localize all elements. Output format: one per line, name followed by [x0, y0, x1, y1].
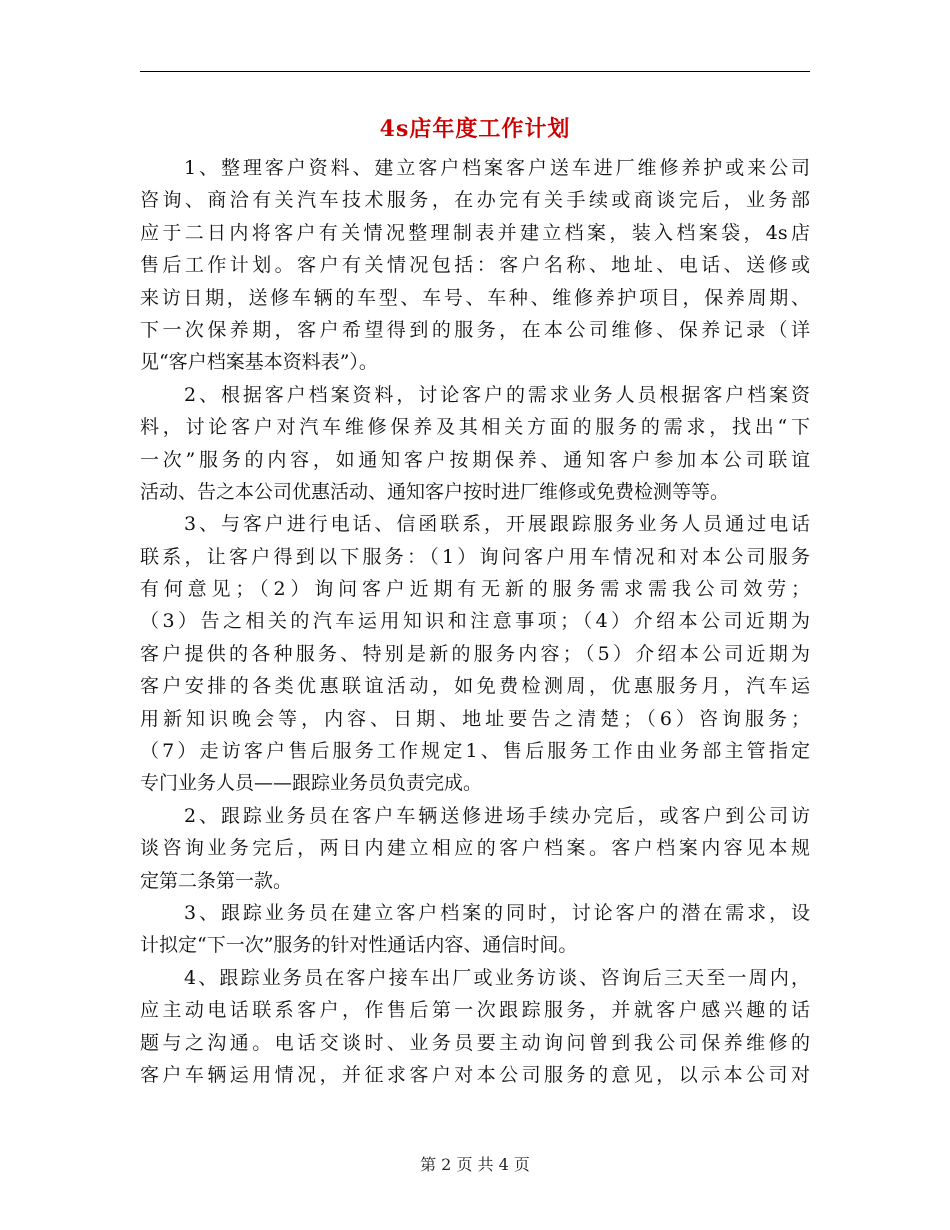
body-line: 一次”服务的内容，如通知客户按期保养、通知客户参加本公司联谊: [140, 448, 810, 471]
body-line: 3、跟踪业务员在建立客户档案的同时，讨论客户的潜在需求，设: [184, 901, 810, 924]
body-line: 3、与客户进行电话、信函联系，开展跟踪服务业务人员通过电话: [184, 513, 810, 536]
body-line: 谈咨询业务完后，两日内建立相应的客户档案。客户档案内容见本规: [140, 837, 810, 860]
body-line: （3）告之相关的汽车运用知识和注意事项；（4）介绍本公司近期为: [140, 610, 810, 633]
body-line: 应主动电话联系客户，作售后第一次跟踪服务，并就客户感兴趣的话: [140, 999, 810, 1022]
body-line: 活动、告之本公司优惠活动、通知客户按时进厂维修或免费检测等等。: [140, 480, 730, 503]
body-line: 客户车辆运用情况，并征求客户对本公司服务的意见，以示本公司对: [140, 1063, 810, 1086]
body-line: 2、根据客户档案资料，讨论客户的需求业务人员根据客户档案资: [184, 383, 810, 406]
page-footer: 第 2 页 共 4 页: [420, 1155, 530, 1174]
body-line: 客户提供的各种服务、特别是新的服务内容；（5）介绍本公司近期为: [140, 642, 810, 665]
body-line: 4、跟踪业务员在客户接车出厂或业务访谈、咨询后三天至一周内，: [184, 966, 810, 989]
document-body: [140, 152, 810, 1091]
body-line: 售后工作计划。客户有关情况包括：客户名称、地址、电话、送修或: [140, 254, 810, 277]
body-line: 联系，让客户得到以下服务：（1）询问客户用车情况和对本公司服务: [140, 545, 810, 568]
header-rule: [140, 71, 810, 72]
body-line: 客户安排的各类优惠联谊活动，如免费检测周，优惠服务月，汽车运: [140, 675, 810, 698]
document-title: 4s店年度工作计划: [379, 116, 571, 142]
body-line: 计拟定“下一次”服务的针对性通话内容、通信时间。: [140, 934, 578, 957]
body-line: 1、整理客户资料、建立客户档案客户送车进厂维修养护或来公司: [184, 157, 810, 179]
body-line: （7）走访客户售后服务工作规定1、售后服务工作由业务部主管指定: [140, 740, 810, 763]
body-line: 用新知识晚会等，内容、日期、地址要告之清楚；（6）咨询服务；: [140, 707, 810, 730]
body-line: 下一次保养期，客户希望得到的服务，在本公司维修、保养记录（详: [140, 318, 810, 341]
body-line: 2、跟踪业务员在客户车辆送修进场手续办完后，或客户到公司访: [184, 804, 810, 827]
body-line: 定第二条第一款。: [140, 869, 293, 892]
body-line: 应于二日内将客户有关情况整理制表并建立档案，装入档案袋，4s店: [140, 221, 810, 244]
body-line: 料，讨论客户对汽车维修保养及其相关方面的服务的需求，找出“下: [140, 416, 810, 439]
body-line: 专门业务人员——跟踪业务员负责完成。: [140, 772, 483, 795]
body-line: 来访日期，送修车辆的车型、车号、车种、维修养护项目，保养周期、: [140, 286, 810, 309]
body-line: 有何意见；（2）询问客户近期有无新的服务需求需我公司效劳；: [140, 578, 810, 601]
body-line: 咨询、商洽有关汽车技术服务，在办完有关手续或商谈完后，业务部: [140, 189, 810, 212]
body-line: 见“客户档案基本资料表”）。: [140, 351, 378, 374]
body-line: 题与之沟通。电话交谈时、业务员要主动询问曾到我公司保养维修的: [140, 1031, 810, 1054]
